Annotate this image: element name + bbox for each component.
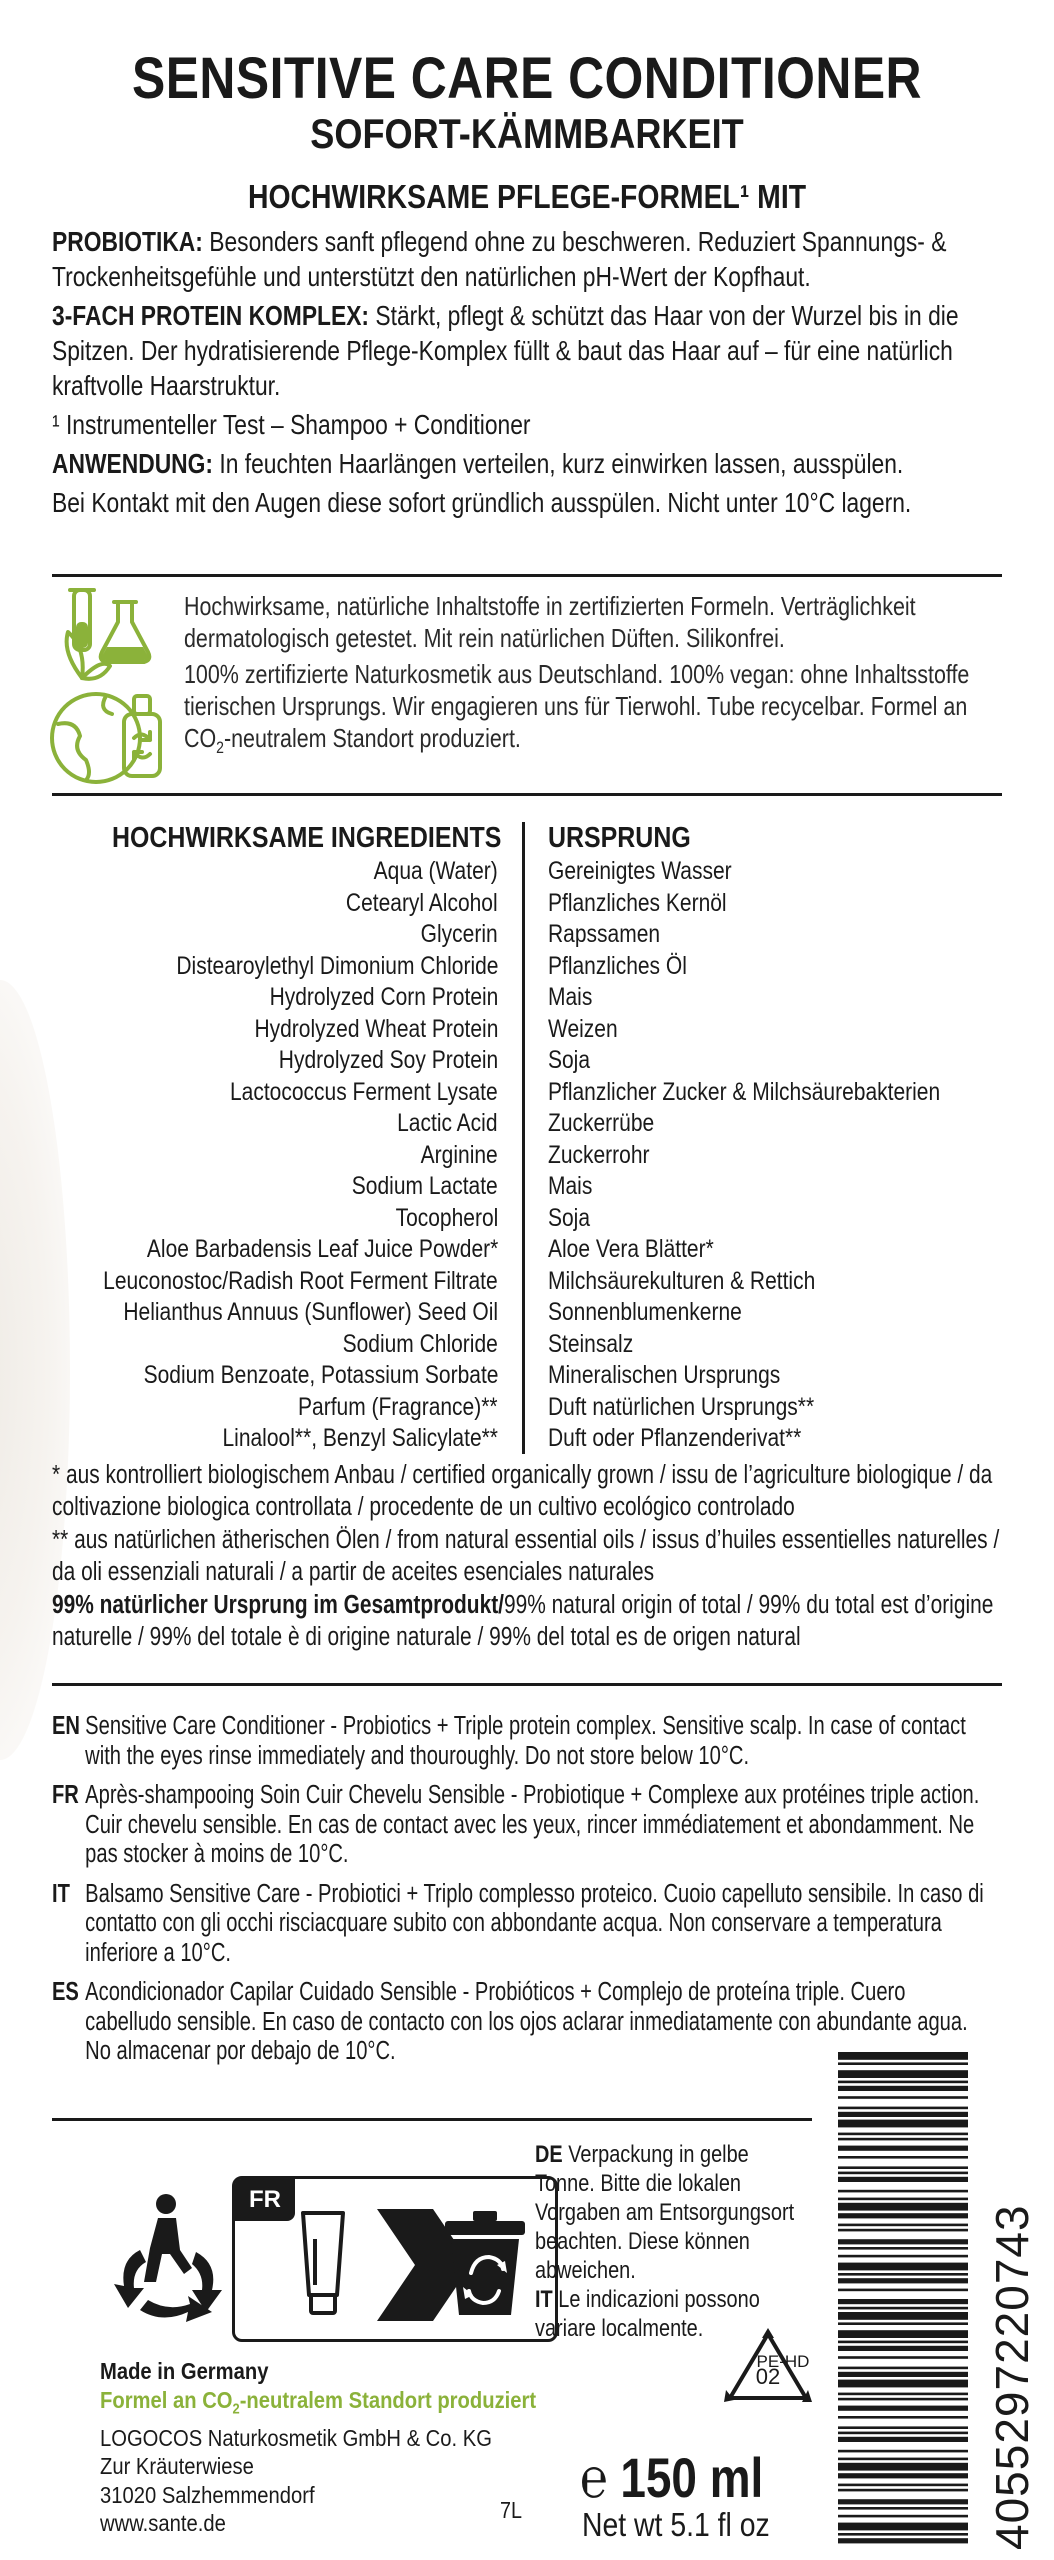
- barcode-bar: [838, 2289, 968, 2292]
- usage-paragraph: [52, 446, 998, 481]
- product-subtitle: SOFORT-KÄMMBARKEIT: [310, 110, 744, 157]
- ingredient-origin: [548, 951, 1048, 983]
- ingredient-name-text: Aloe Barbadensis Leaf Juice Powder*: [146, 1235, 498, 1263]
- ingredients-heading: HOCHWIRKSAME INGREDIENTS: [112, 822, 502, 854]
- ingredient-origin: [548, 1077, 1048, 1109]
- de-text: Verpackung in gelbe Tonne. Bitte die lokalen Vorgaben am Entsorgungsort beachten. Diese können abweichen.: [535, 2141, 795, 2284]
- ingredient-name: [0, 1392, 498, 1424]
- ingredient-origin: [548, 1014, 1048, 1046]
- barcode-bar: [838, 2484, 968, 2487]
- ingredient-name: [0, 1329, 498, 1361]
- barcode-bar: [838, 2081, 968, 2084]
- test-footnote: ¹ Instrumenteller Test – Shampoo + Conditioner: [52, 409, 531, 440]
- barcode-bar: [838, 2224, 968, 2227]
- barcode-bar: [838, 2213, 968, 2218]
- barcode-bar: [838, 2172, 968, 2175]
- co2-claim-b: -neutralem Standort produziert: [239, 2386, 537, 2413]
- barcode-bar: [838, 2273, 968, 2276]
- co2-claim-subscript: 2: [232, 2400, 240, 2418]
- translation-row: [52, 1712, 984, 1771]
- ingredient-name: [0, 951, 498, 983]
- barcode-bar: [838, 2146, 968, 2151]
- ingredient-name: [0, 982, 498, 1014]
- barcode-bar: [838, 2346, 968, 2351]
- ingredient-name-text: Lactic Acid: [397, 1109, 498, 1137]
- ingredient-name-text: Arginine: [420, 1140, 498, 1169]
- barcode-bar: [838, 2112, 968, 2117]
- company-city: 31020 Salzhemmendorf: [100, 2481, 315, 2508]
- barcode-bar: [838, 2307, 968, 2310]
- ingredient-footnotes: [52, 1460, 1003, 1655]
- ingredient-origin-text: Duft oder Pflanzenderivat**: [548, 1424, 802, 1452]
- ingredient-name: [0, 1171, 498, 1203]
- barcode-bar: [838, 2247, 968, 2250]
- warning-text: Bei Kontakt mit den Augen diese sofort gründlich ausspülen. Nicht unter 10°C lagern.: [52, 487, 912, 518]
- essential-oil-footnote: ** aus natürlichen ätherischen Ölen / from natural essential oils / issus d’huiles essentielles naturelles / da oli essenziali naturali / a partir de aceites esenciales naturales: [52, 1526, 1000, 1586]
- ingredient-origin: [548, 1266, 1048, 1298]
- ingredient-origin: [548, 888, 1048, 920]
- barcode-bar: [838, 2177, 968, 2182]
- divider: [52, 1683, 1002, 1686]
- ingredient-name-text: Sodium Benzoate, Potassium Sorbate: [143, 1361, 498, 1389]
- ingredient-name: [0, 1203, 498, 1235]
- triman-icon: [100, 2190, 225, 2330]
- ingredient-origin: [548, 1329, 1048, 1361]
- ingredients-divider: [522, 822, 525, 1454]
- organic-footnote: * aus kontrolliert biologischem Anbau / certified organically grown / issu de l’agriculture biologique / da coltivazione biologica controllata / procedente de un cultivo ecológico controlado: [52, 1461, 993, 1521]
- eco-paragraph-1: Hochwirksame, natürliche Inhaltstoffe in zertifizierten Formeln. Verträglichkeit dermatologisch getestet. Mit rein natürlichen Düften. Silikonfrei.: [184, 591, 916, 653]
- language-code: EN: [52, 1712, 80, 1740]
- natural-origin-text: 99% natural origin of total / 99% du total est d’origine naturelle / 99% del totale è di origine naturale / 99% del total es de origen natural: [52, 1591, 994, 1651]
- ingredient-name-text: Aqua (Water): [373, 857, 498, 885]
- product-title: SENSITIVE CARE CONDITIONER: [132, 46, 922, 111]
- ingredient-name: [0, 1108, 498, 1140]
- divider: [52, 574, 1002, 577]
- ingredient-origins: [548, 856, 1048, 1455]
- barcode-bar: [838, 2432, 968, 2435]
- co2-neutral-claim: [100, 2386, 702, 2424]
- barcode-bar: [838, 2166, 968, 2169]
- eco-paragraph-2: [184, 658, 1001, 764]
- tube-to-bin-icon: [275, 2199, 545, 2329]
- ingredient-name: [0, 1234, 498, 1266]
- ingredient-origin: [548, 1234, 1048, 1266]
- ingredient-origin-text: Soja: [548, 1203, 591, 1232]
- barcode-bar: [838, 2393, 968, 2396]
- ingredient-origin: [548, 1297, 1048, 1329]
- ingredient-name-text: Tocopherol: [395, 1203, 498, 1232]
- ingredient-name: [0, 1045, 498, 1077]
- ingredient-origin-text: Sonnenblumenkerne: [548, 1298, 742, 1326]
- formula-heading: HOCHWIRKSAME PFLEGE-FORMEL¹ MIT: [247, 178, 807, 215]
- barcode-bar: [838, 2533, 968, 2536]
- language-text: Balsamo Sensitive Care - Probiotici + Triplo complesso proteico. Cuoio capelluto sensibile. In caso di contatto con gli occhi risciacquare subito con abbondante acqua. Non conservare a temperatura inferiore a 10°C.: [85, 1879, 984, 1967]
- barcode-bar: [838, 2312, 968, 2320]
- ingredient-origin-text: Rapssamen: [548, 920, 661, 948]
- ingredient-origin-text: Milchsäurekulturen & Rettich: [548, 1266, 816, 1295]
- estimated-sign: ℮: [580, 2446, 608, 2509]
- barcode-bar: [838, 2416, 968, 2419]
- protein-label: 3-FACH PROTEIN KOMPLEX:: [52, 300, 370, 331]
- disposal-instructions: [535, 2140, 809, 2343]
- ingredient-name: [0, 1077, 498, 1109]
- ingredient-origin-text: Pflanzlicher Zucker & Milchsäurebakterien: [548, 1077, 941, 1106]
- ingredient-name-text: Sodium Chloride: [342, 1329, 498, 1358]
- ingredient-name-text: Hydrolyzed Soy Protein: [278, 1046, 498, 1074]
- language-text: Sensitive Care Conditioner - Probiotics + Triple protein complex. Sensitive scalp. In case of contact with the eyes rinse immediately and thouroughly. Do not store below 10°C.: [85, 1712, 966, 1770]
- ingredient-origin: [548, 1392, 1048, 1424]
- usage-label: ANWENDUNG:: [52, 448, 214, 479]
- protein-paragraph: [52, 298, 998, 403]
- ingredient-origin-text: Mais: [548, 1172, 593, 1200]
- barcode-bar: [838, 2138, 968, 2141]
- barcode-bar: [838, 2190, 968, 2193]
- origin-heading: URSPRUNG: [548, 822, 691, 854]
- ingredient-name-text: Cetearyl Alcohol: [346, 888, 498, 917]
- barcode-bar: [838, 2255, 968, 2258]
- lot-code: 7L: [500, 2497, 523, 2523]
- ingredient-origin-text: Mineralischen Ursprungs: [548, 1361, 781, 1389]
- barcode-bar: [838, 2096, 968, 2099]
- de-label: DE: [535, 2141, 563, 2168]
- barcode-bar: [838, 2133, 968, 2136]
- company-street: Zur Kräuterwiese: [100, 2453, 254, 2480]
- barcode-bar: [838, 2086, 968, 2091]
- ingredient-name: [0, 888, 498, 920]
- fr-badge: FR: [235, 2179, 295, 2221]
- barcode-bar: [838, 2198, 968, 2201]
- barcode-bar: [838, 2489, 968, 2492]
- ingredient-name: [0, 1140, 498, 1172]
- ingredient-names: [0, 856, 498, 1455]
- barcode-bar: [838, 2278, 968, 2283]
- co2-subscript: 2: [216, 738, 224, 758]
- it-label: IT: [535, 2286, 553, 2313]
- intro-text: [52, 224, 998, 524]
- natural-origin-claim: [52, 1590, 1003, 1653]
- divider: [52, 793, 1002, 796]
- barcode-digits: 4055297220743: [986, 2204, 1038, 2550]
- ingredient-origin: [548, 1140, 1048, 1172]
- barcode-bar: [838, 2499, 968, 2504]
- barcode-bar: [838, 2463, 968, 2471]
- ingredient-origin: [548, 1171, 1048, 1203]
- ingredient-origin-text: Steinsalz: [548, 1329, 634, 1358]
- ingredient-origin-text: Aloe Vera Blätter*: [548, 1235, 714, 1263]
- ingredient-name-text: Parfum (Fragrance)**: [298, 1392, 498, 1421]
- ingredient-name: [0, 919, 498, 951]
- ingredient-origin-text: Mais: [548, 983, 593, 1011]
- ingredient-name-text: Hydrolyzed Corn Protein: [269, 983, 498, 1011]
- barcode-bar: [838, 2263, 968, 2271]
- barcode-bar: [838, 2330, 968, 2338]
- language-code: IT: [52, 1879, 70, 1908]
- probiotika-text: Besonders sanft pflegend ohne zu beschweren. Reduziert Spannungs- & Trockenheitsgefühle und unterstützt den natürlichen pH-Wert der Kopfhaut.: [52, 226, 947, 292]
- sorting-info-box: [232, 2176, 558, 2342]
- barcode-bar: [838, 2070, 968, 2078]
- earth-bottle-icon: [46, 680, 171, 795]
- divider: [52, 2118, 812, 2121]
- ingredient-name-text: Leuconostoc/Radish Root Ferment Filtrate: [103, 1266, 498, 1295]
- barcode-bar: [838, 2239, 968, 2244]
- ingredient-name: [0, 1360, 498, 1392]
- ingredient-name-text: Linalool**, Benzyl Salicylate**: [222, 1424, 498, 1452]
- barcode-bar: [838, 2203, 968, 2211]
- barcode-bar: [838, 2523, 968, 2531]
- protein-text: Stärkt, pflegt & schützt das Haar von der Wurzel bis in die Spitzen. Der hydratisierende Pflege-Komplex füllt & baut das Haar auf – für eine natürlich kraftvolle Haarstruktur.: [52, 300, 959, 401]
- barcode-bar: [838, 2341, 968, 2344]
- ingredient-origin: [548, 1045, 1048, 1077]
- recycle-material: PE-HD: [756, 2352, 810, 2371]
- language-code: FR: [52, 1781, 79, 1809]
- recycle-code: 02: [755, 2364, 781, 2389]
- barcode-bar: [838, 2515, 968, 2518]
- ingredient-name: [0, 1423, 498, 1455]
- language-code: ES: [52, 1978, 79, 2006]
- ingredient-origin: [548, 919, 1048, 951]
- ingredient-origin: [548, 982, 1048, 1014]
- translations: [52, 1712, 984, 2077]
- ingredient-origin-text: Pflanzliches Öl: [548, 951, 687, 980]
- ean-barcode: [838, 2048, 968, 2548]
- company-website: www.sante.de: [100, 2510, 226, 2537]
- barcode-bar: [838, 2299, 968, 2304]
- ingredient-origin-text: Soja: [548, 1046, 591, 1074]
- barcode-bar: [838, 2507, 968, 2510]
- probiotika-label: PROBIOTIKA:: [52, 226, 203, 257]
- volume-text: 150 ml: [620, 2446, 764, 2509]
- volume-amount: [580, 2445, 763, 2510]
- barcode-bar: [838, 2062, 968, 2065]
- barcode-bar: [838, 2437, 968, 2442]
- made-in: [100, 2357, 702, 2386]
- eco-text-b: -neutralem Standort produziert.: [223, 723, 521, 753]
- barcode-bar: [838, 2406, 968, 2411]
- disposal-de: [535, 2140, 809, 2285]
- ingredient-name-text: Sodium Lactate: [352, 1172, 498, 1200]
- barcode-bar: [838, 2458, 968, 2461]
- barcode-bar: [838, 2356, 968, 2359]
- ingredient-origin: [548, 856, 1048, 888]
- barcode-bar: [838, 2322, 968, 2325]
- ingredient-name: [0, 1266, 498, 1298]
- net-weight: Net wt 5.1 fl oz: [582, 2506, 770, 2543]
- eco-claims: [184, 590, 1001, 768]
- ingredient-name-text: Lactococcus Ferment Lysate: [230, 1077, 498, 1106]
- barcode-bar: [838, 2052, 968, 2060]
- co2-claim-a: Formel an CO: [100, 2386, 233, 2413]
- barcode-bar: [838, 2450, 968, 2453]
- barcode-bar: [838, 2107, 968, 2110]
- ingredient-origin: [548, 1423, 1048, 1455]
- barcode-bar: [838, 2538, 968, 2543]
- ingredient-name: [0, 856, 498, 888]
- ingredient-name-text: Helianthus Annuus (Sunflower) Seed Oil: [123, 1298, 498, 1326]
- it-text: Le indicazioni possono variare localmente.: [535, 2286, 760, 2342]
- probiotika-paragraph: [52, 224, 998, 294]
- ingredient-name-text: Distearoylethyl Dimonium Chloride: [175, 951, 498, 980]
- ingredient-origin-text: Gereinigtes Wasser: [548, 857, 732, 885]
- barcode-bar: [838, 2398, 968, 2401]
- barcode-bar: [838, 2426, 968, 2429]
- barcode-bar: [838, 2473, 968, 2478]
- usage-text: In feuchten Haarlängen verteilen, kurz einwirken lassen, ausspülen.: [213, 448, 904, 479]
- translation-row: [52, 1880, 984, 1969]
- language-text: Acondicionador Capilar Cuidado Sensible - Probióticos + Complejo de proteína triple. Cuero cabelludo sensible. En caso de contacto con los ojos aclarar inmediatamente con abundante agua. No almacenar por debajo de 10°C.: [85, 1978, 968, 2065]
- ingredient-origin-text: Duft natürlichen Ursprungs**: [548, 1392, 815, 1421]
- ingredient-origin: [548, 1108, 1048, 1140]
- ingredient-origin: [548, 1360, 1048, 1392]
- barcode-bar: [838, 2120, 968, 2128]
- made-in-text: Made in Germany: [100, 2358, 269, 2384]
- ingredient-origin-text: Pflanzliches Kernöl: [548, 888, 727, 917]
- ingredient-origin-text: Zuckerrohr: [548, 1140, 650, 1169]
- ingredient-name: [0, 1014, 498, 1046]
- eco-text-a: 100% zertifizierte Naturkosmetik aus Deutschland. 100% vegan: ohne Inhaltsstoffe tierischen Ursprungs. Wir engagieren uns für Tierwohl. Tube recycelbar. Formel an CO: [184, 659, 970, 753]
- company-name: LOGOCOS Naturkosmetik GmbH & Co. KG: [100, 2424, 492, 2451]
- ingredient-name: [0, 1297, 498, 1329]
- language-text: Après-shampooing Soin Cuir Chevelu Sensible - Probiotique + Complexe aux protéines triple action. Cuir chevelu sensible. En cas de contact avec les yeux, rincer immédiatement et abondamment. Ne pas stocker à moins de 10°C.: [85, 1781, 980, 1868]
- ingredient-origin-text: Weizen: [548, 1014, 618, 1043]
- barcode-bar: [838, 2380, 968, 2388]
- ingredient-name-text: Glycerin: [420, 920, 498, 948]
- barcode-bar: [838, 2367, 968, 2370]
- barcode-bar: [838, 2372, 968, 2377]
- barcode-bar: [838, 2229, 968, 2232]
- translation-row: [52, 1781, 984, 1870]
- natural-origin-label: 99% natürlicher Ursprung im Gesamtprodukt/: [52, 1591, 504, 1619]
- ingredient-origin-text: Zuckerrübe: [548, 1109, 655, 1137]
- barcode-bar: [838, 2156, 968, 2159]
- ingredient-origin: [548, 1203, 1048, 1235]
- ingredient-name-text: Hydrolyzed Wheat Protein: [254, 1014, 498, 1043]
